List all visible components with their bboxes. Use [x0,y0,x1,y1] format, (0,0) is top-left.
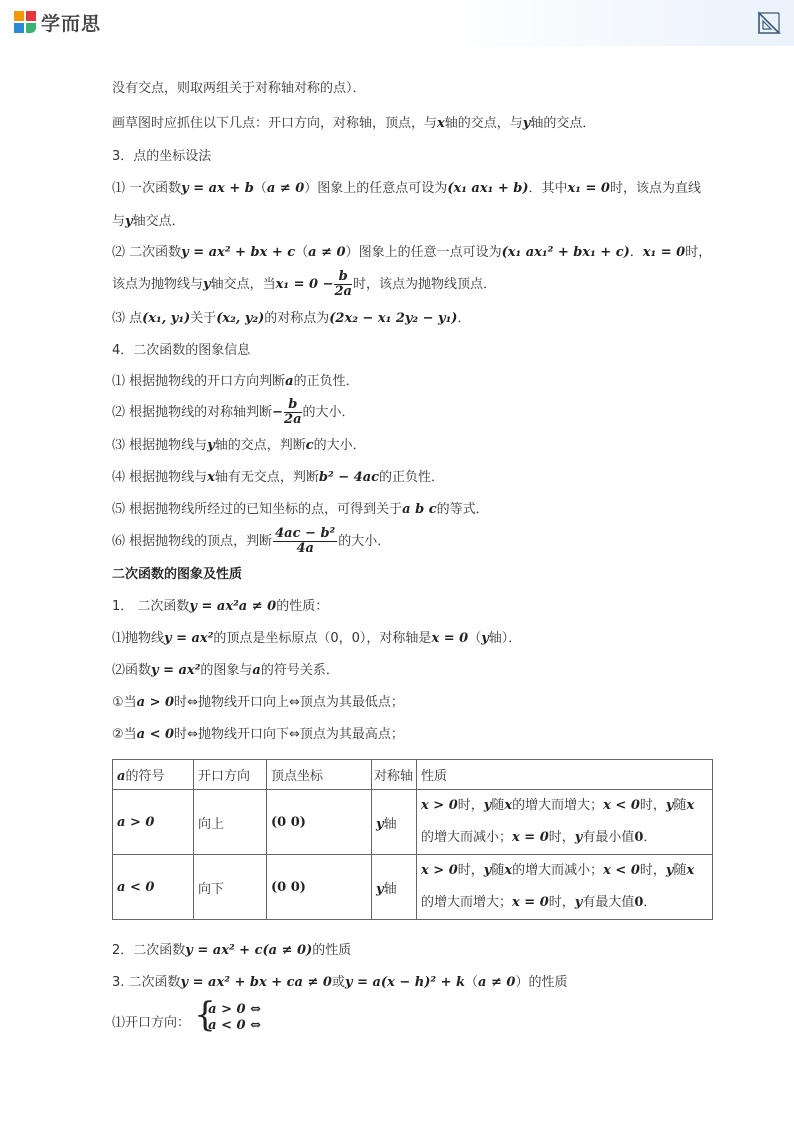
table-cell: a > 0 [113,790,194,855]
header-cell: 对称轴 [372,760,417,790]
table-row [113,855,713,920]
table-cell: 向上 [194,790,267,855]
header-cell: 顶点坐标 [267,760,372,790]
page-header [0,0,794,46]
text-line: 画草图时应抓住以下几点：开口方向，对称轴，顶点，与x轴的交点，与y轴的交点． [112,116,596,131]
text-line: 1． 二次函数y = ax²a ≠ 0的性质： [112,599,329,614]
table-cell: a < 0 [113,855,194,920]
section-heading: 3．点的坐标设法 [112,149,212,164]
text-line: ⑸ 根据抛物线所经过的已知坐标的点，可得到关于a b c的等式． [112,502,489,517]
ruler-triangle-icon [756,10,782,36]
table-cell: (0 0) [267,790,372,855]
header-cell: a的符号 [113,760,194,790]
text-line: 与y轴交点． [112,214,185,229]
section-heading-bold: 二次函数的图象及性质 [112,567,243,582]
text-line: ⑴ 根据抛物线的开口方向判断a的正负性． [112,374,359,389]
table-header-row [113,760,713,790]
text-line: ⑶ 点(x₁, y₁)关于(x₂, y₂)的对称点为(2x₂ − x₁ 2y₂ − y₁)． [112,311,471,326]
header-cell: 开口方向 [194,760,267,790]
text-line: ⑴开口方向： { a > 0 ⇔ a < 0 ⇔ [112,1002,261,1044]
text-line: ⑵ 根据抛物线的对称轴判断− $\frac{b}{2a}$ 的大小． [112,397,355,427]
text-line: ⑷ 根据抛物线与x轴有无交点，判断b² − 4ac的正负性． [112,470,445,485]
table-cell: x > 0时，y随x的增大而增大；x < 0时，y随x 的增大而减小；x = 0时，y有最小值0． [417,790,713,855]
fraction: $\frac{b}{2a}$ [284,397,302,427]
brand-logo [14,8,101,36]
fraction: $\frac{b}{2a}$ [334,269,352,299]
text-line: ⑹ 根据抛物线的顶点，判断 $\frac{\text{4ac − b²}}{4a}$ 的大小． [112,526,391,556]
table-cell: y轴 [372,855,417,920]
text-line: ②当a < 0时⇔抛物线开口向下⇔顶点为其最高点； [112,727,404,742]
text-line: 没有交点，则取两组关于对称轴对称的点）． [112,81,366,96]
table-row [113,790,713,855]
header-cell: 性质 [417,760,713,790]
text-line: ⑴抛物线y = ax²的顶点是坐标原点（0，0），对称轴是x = 0（y轴）． [112,631,522,646]
text-line: ⑵函数y = ax²的图象与a的符号关系． [112,663,339,678]
fraction: $\frac{\text{4ac − b²}}{4a}$ [275,526,336,556]
section-heading: 4．二次函数的图象信息 [112,343,251,358]
table-cell: y轴 [372,790,417,855]
text-line: ⑵ 二次函数y = ax² + bx + c（a ≠ 0）图象上的任意一点可设为(x₁ ax₁² + bx₁ + c)．x₁ = 0时， [112,245,712,260]
text-line: 3. 二次函数y = ax² + bx + ca ≠ 0或y = a(x − h)² + k（a ≠ 0）的性质 [112,975,568,990]
table-cell: 向下 [194,855,267,920]
text-line: 该点为抛物线与y轴交点，当x₁ = 0 − $\frac{b}{2a}$ 时，该点为抛物线顶点． [112,269,496,299]
table-cell: x > 0时，y随x的增大而减小；x < 0时，y随x 的增大而增大；x = 0时，y有最大值0． [417,855,713,920]
table-cell: (0 0) [267,855,372,920]
text-line: ⑴ 一次函数y = ax + b（a ≠ 0）图象上的任意点可设为(x₁ ax₁ + b)．其中x₁ = 0时，该点为直线 [112,181,701,196]
properties-table [112,759,713,920]
logo-text: 学而思 [41,12,102,35]
text-line: ⑶ 根据抛物线与y轴的交点，判断c的大小． [112,438,366,453]
logo-mark-icon [14,11,36,33]
text-line: 2．二次函数y = ax² + c(a ≠ 0)的性质 [112,943,352,958]
brace-group: { a > 0 ⇔ a < 0 ⇔ [194,995,261,1035]
text-line: ①当a > 0时⇔抛物线开口向上⇔顶点为其最低点； [112,695,404,710]
